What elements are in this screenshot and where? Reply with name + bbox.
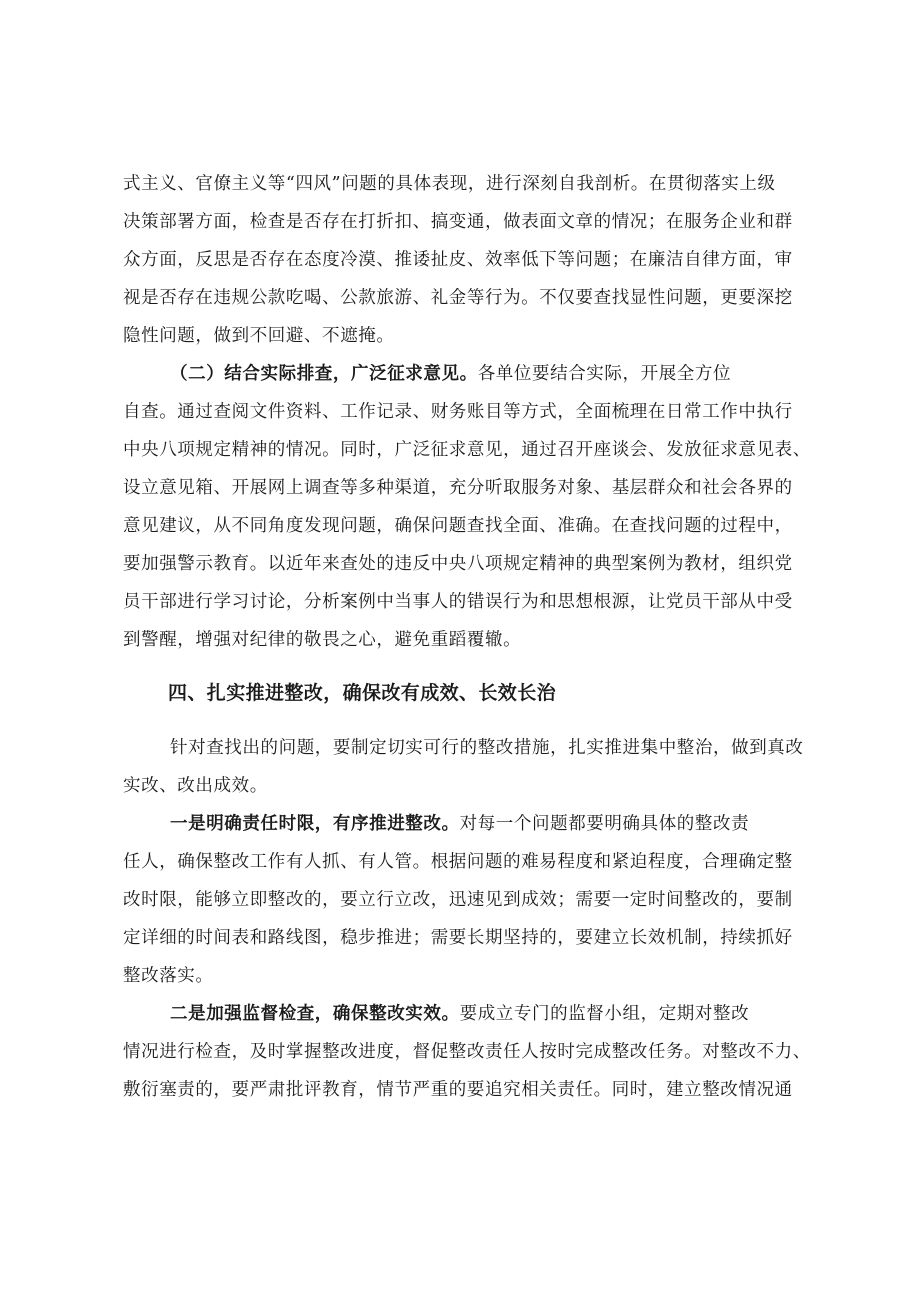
subsection-2-first-line — [170, 363, 731, 385]
paragraph-line: 敷衍塞责的，要严肃批评教育，情节严重的要追究相关责任。同时，建立整改情况通 — [123, 1080, 793, 1100]
section-4-heading: 四、扎实推进整改，确保改有成效、长效长治 — [168, 682, 557, 704]
paragraph-line: 到警醒，增强对纪律的敬畏之心，避免重蹈覆辙。 — [123, 630, 522, 650]
paragraph-line: 设立意见箱、开展网上调查等多种渠道，充分听取服务对象、基层群众和社会各界的 — [123, 478, 793, 498]
paragraph-line: 员干部进行学习讨论，分析案例中当事人的错误行为和思想根源，让党员干部从中受 — [123, 592, 793, 612]
paragraph-line: 自查。通过查阅文件资料、工作记录、财务账目等方式，全面梳理在日常工作中执行 — [123, 402, 793, 422]
item-2-first-line — [170, 1003, 749, 1025]
paragraph-line: 任人，确保整改工作有人抓、有人管。根据问题的难易程度和紧迫程度，合理确定整 — [123, 852, 793, 872]
item-2-first-line-rest: 要成立专门的监督小组，定期对整改 — [459, 1004, 750, 1024]
paragraph-line: 决策部署方面，检查是否存在打折扣、搞变通，做表面文章的情况；在服务企业和群 — [123, 212, 793, 232]
subsection-2-first-line-rest: 各单位要结合实际，开展全方位 — [477, 364, 732, 384]
paragraph-line: 意见建议，从不同角度发现问题，确保问题查找全面、准确。在查找问题的过程中， — [123, 516, 793, 536]
item-1-first-line-rest: 对每一个问题都要明确具体的整改责 — [459, 814, 750, 834]
paragraph-line: 整改落实。 — [123, 966, 214, 986]
paragraph-line: 众方面，反思是否存在态度冷漠、推诿扯皮、效率低下等问题；在廉洁自律方面，审 — [123, 250, 793, 270]
paragraph-line: 改时限，能够立即整改的，要立行立改，迅速见到成效；需要一定时间整改的，要制 — [123, 890, 793, 910]
section-4-intro-line: 针对查找出的问题，要制定切实可行的整改措施，扎实推进集中整治，做到真改 — [170, 738, 804, 758]
item-1-first-line — [170, 813, 749, 835]
paragraph-line: 情况进行检查，及时掌握整改进度，督促整改责任人按时完成整改任务。对整改不力、 — [123, 1042, 811, 1062]
item-1-lead: 一是明确责任时限，有序推进整改。 — [170, 814, 460, 834]
paragraph-line: 式主义、官僚主义等“四风”问题的具体表现，进行深刻自我剖析。在贯彻落实上级 — [123, 174, 776, 194]
paragraph-line: 视是否存在违规公款吃喝、公款旅游、礼金等行为。不仅要查找显性问题，更要深挖 — [123, 288, 793, 308]
paragraph-line: 定详细的时间表和路线图，稳步推进；需要长期坚持的，要建立长效机制，持续抓好 — [123, 928, 793, 948]
subsection-2-lead: （二）结合实际排查，广泛征求意见。 — [170, 364, 478, 384]
paragraph-line: 隐性问题，做到不回避、不遮掩。 — [123, 326, 395, 346]
paragraph-line: 要加强警示教育。以近年来查处的违反中央八项规定精神的典型案例为教材，组织党 — [123, 554, 793, 574]
paragraph-line: 中央八项规定精神的情况。同时，广泛征求意见，通过召开座谈会、发放征求意见表、 — [123, 440, 811, 460]
item-2-lead: 二是加强监督检查，确保整改实效。 — [170, 1004, 460, 1024]
section-4-intro-line: 实改、改出成效。 — [123, 776, 268, 796]
